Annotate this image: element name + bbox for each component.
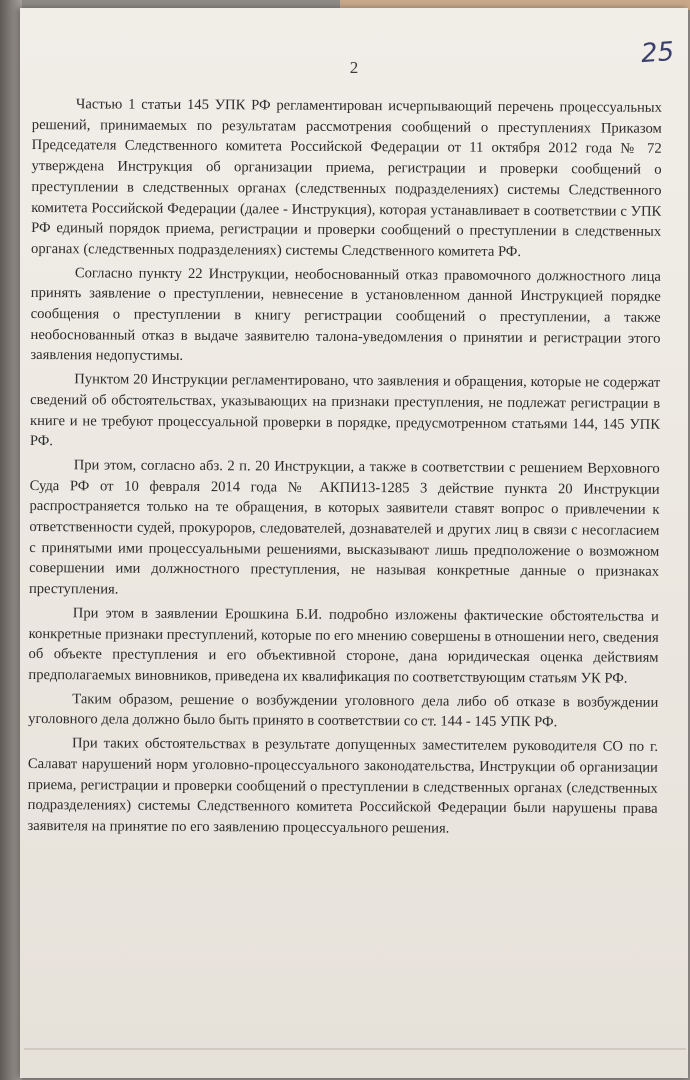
paragraph: При этом в заявлении Ерошкина Б.И. подробно изложены фактические обстоятельства и конкретные признаки преступлений, которые по его мнению совершены в отношении него, сведения об объекте преступления и его объективной стороне, дана юридическая оценка действиям предполагаемых виновников, приведена их квалификация по соответствующим статьям УК РФ. [28, 605, 659, 687]
next-sheet-edge [24, 1048, 686, 1050]
paragraph: При таких обстоятельствах в результате допущенных заместителем руководителя СО по г. Салават нарушений норм уголовно-процессуального законодательства, Инструкции об организации приема, регистрации и проверки сообщений о преступлении в следственных органах (следственных подразделениях) системы Следственного комитета Российской Федерации были нарушены права заявителя на принятие по его заявлению процессуального решения. [27, 735, 659, 837]
paragraph: Согласно пункту 22 Инструкции, необоснованный отказ правомочного должностного лица принять заявление о преступлении, невнесение в установленном данной Инструкцией порядке сообщения о преступлении в книгу регистрации сообщений о преступлении, а также необоснованный отказ в выдаче заявителю талона-уведомления о принятии и регистрации этого заявления недопустимы. [30, 264, 661, 365]
paragraph: Таким образом, решение о возбуждении уголовного дела либо об отказе в возбуждении уголовного дела должно было быть принято в соответствии со ст. 144 - 145 УПК РФ. [28, 690, 659, 731]
paragraph: При этом, согласно абз. 2 п. 20 Инструкции, а также в соответствии с решением Верховного Суда РФ от 10 февраля 2014 года № АКПИ13-1285 3 действие пункта 20 Инструкции распространяется только на те обращения, в которых заявители ставят вопрос о привлечении к ответственности судей, прокуроров, следователей, дознавателей и других лиц в связи с несогласием с принятыми ими процессуальными решениями, высказывают лишь предположение о возможном совершении ими должностного преступления, не называя конкретные данные о признаках преступления. [28, 457, 660, 598]
paragraph: Пунктом 20 Инструкции регламентировано, что заявления и обращения, которые не содержат сведений об обстоятельствах, указывающих на признаки преступления, не подлежат регистрации в книге и не требуют процессуальной проверки в порядке, предусмотренном статьями 144, 145 УПК РФ. [29, 371, 661, 450]
document-page [20, 8, 688, 1078]
binder-edge [0, 0, 22, 1080]
page-number: 2 [349, 58, 359, 77]
handwritten-page-number: 25 [639, 36, 676, 70]
document-body [27, 94, 662, 843]
paragraph: Частью 1 статьи 145 УПК РФ регламентирован исчерпывающий перечень процессуальных решений, принимаемых по результатам рассмотрения сообщений о преступлениях Приказом Председателя Следственного комитета Российской Федерации от 11 октября 2012 года № 72 утверждена Инструкция об организации приема, регистрации и проверки сообщений о преступлении в следственных органах (следственных подразделениях) системы Следственного комитета Российской Федерации (далее - Инструкция), которая устанавливает в соответствии с УПК РФ единый порядок приема, регистрации и проверки сообщений о преступлении в следственных органах (следственных подразделениях) системы Следственного комитета РФ. [31, 96, 662, 260]
